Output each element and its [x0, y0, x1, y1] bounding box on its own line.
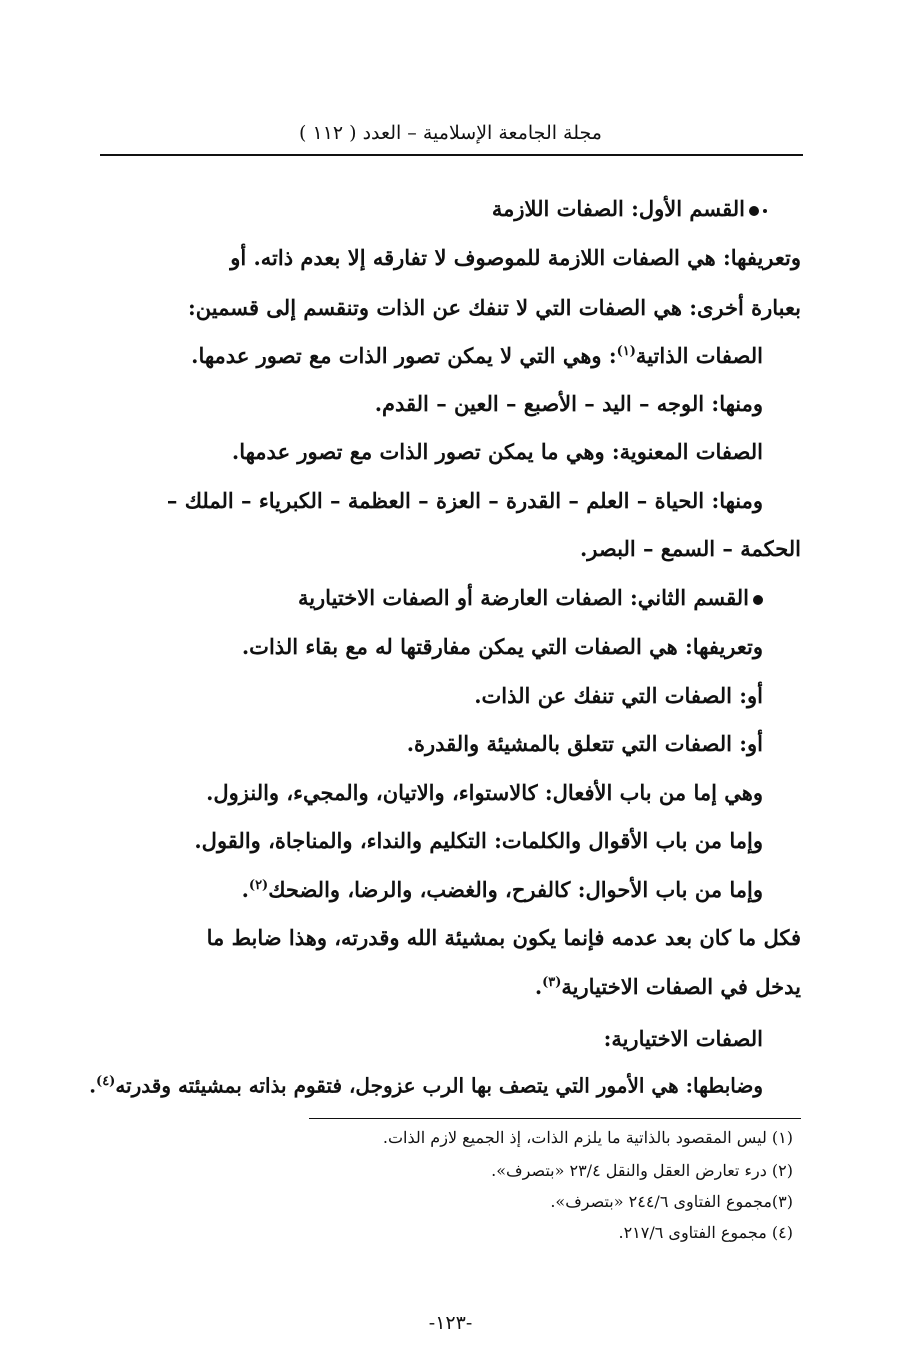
rule-line-1: فكل ما كان بعد عدمه فإنما يكون بمشيئة الله وقدرته، وهذا ضابط ما	[206, 925, 801, 950]
bullet-icon	[753, 595, 763, 605]
abstract-examples-line-1: ومنها: الحياة – العلم – القدرة – العزة – العظمة – الكبرياء – الملك –	[166, 488, 763, 513]
essential-attributes-line: الصفات الذاتية$^{(١)}$: وهي التي لا يمكن تصور الذات مع تصور عدمها.	[191, 343, 763, 368]
footnote-ref-4: (٤)	[96, 1074, 116, 1089]
states-line: وإما من باب الأحوال: كالفرح، والغضب، والرضا، والضحك$^{(٢)}$.	[241, 877, 763, 902]
header-divider	[100, 154, 803, 156]
rule-line-2: يدخل في الصفات الاختيارية$^{(٣)}$.	[534, 974, 801, 999]
footnote-divider	[309, 1118, 801, 1119]
essential-examples-line: ومنها: الوجه – اليد – الأصبع – العين – القدم.	[374, 391, 763, 416]
footnote-1: (١) ليس المقصود بالذاتية ما يلزم الذات، إذ الجميع لازم الذات.	[382, 1128, 793, 1147]
voluntary-attributes-heading: الصفات الاختيارية:	[603, 1026, 763, 1051]
footnote-2: (٢) درء تعارض العقل والنقل ٢٣/٤ «بتصرف».	[491, 1161, 793, 1180]
footnote-ref-3: (٣)	[542, 975, 562, 990]
alt-definition-line-1: أو: الصفات التي تنفك عن الذات.	[474, 683, 763, 708]
alt-definition-line-2: أو: الصفات التي تتعلق بالمشيئة والقدرة.	[406, 731, 763, 756]
bullet-icon	[749, 206, 759, 216]
criterion-line: وضابطها: هي الأمور التي يتصف بها الرب عزوجل، فتقوم بذاته بمشيئته وقدرته$^{(٤)}$.	[89, 1073, 763, 1098]
sayings-line: وإما من باب الأقوال والكلمات: التكليم والنداء، والمناجاة، والقول.	[194, 828, 763, 853]
actions-line: وهي إما من باب الأفعال: كالاستواء، والاتيان، والمجيء، والنزول.	[206, 780, 763, 805]
footnote-3: (٣)مجموع الفتاوى ٢٤٤/٦ «بتصرف».	[550, 1192, 793, 1211]
footnote-4: (٤) مجموع الفتاوى ٢١٧/٦.	[618, 1223, 793, 1242]
footnote-ref-1: (١)	[616, 344, 636, 359]
definition-line-1: وتعريفها: هي الصفات اللازمة للموصوف لا تفارقه إلا بعدم ذاته. أو	[230, 245, 801, 270]
journal-header-title: مجلة الجامعة الإسلامية – العدد ( ١١٢ )	[299, 122, 602, 144]
small-dot-icon	[763, 209, 767, 213]
definition-line-3: وتعريفها: هي الصفات التي يمكن مفارقتها له مع بقاء الذات.	[241, 634, 763, 659]
abstract-attributes-line: الصفات المعنوية: وهي ما يمكن تصور الذات مع تصور عدمها.	[231, 439, 763, 464]
section-heading-2: القسم الثاني: الصفات العارضة أو الصفات الاختيارية	[298, 587, 763, 608]
footnote-ref-2: (٢)	[248, 878, 269, 893]
definition-line-2: بعبارة أخرى: هي الصفات التي لا تنفك عن الذات وتنقسم إلى قسمين:	[188, 295, 801, 320]
section-heading-1: القسم الأول: الصفات اللازمة	[492, 198, 773, 219]
abstract-examples-line-2: الحكمة – السمع – البصر.	[580, 536, 801, 561]
page-number: -١٢٣-	[428, 1312, 473, 1334]
